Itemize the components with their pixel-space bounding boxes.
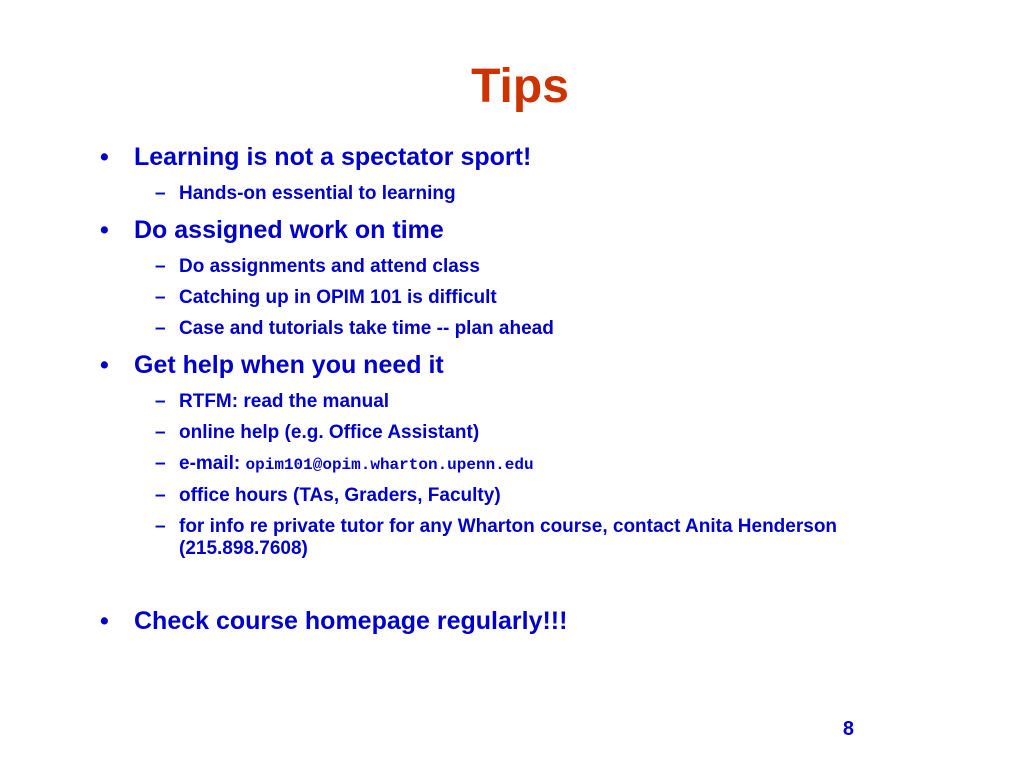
bullet-item — [100, 140, 960, 174]
sub-bullet-item — [100, 183, 960, 205]
bullet-text: Do assigned work on time — [134, 216, 444, 244]
bullet-item — [100, 348, 960, 382]
page-number: 8 — [842, 718, 854, 740]
dash-icon: – — [155, 287, 166, 308]
bullet-group-2 — [100, 213, 960, 340]
sub-bullet-text: office hours (TAs, Graders, Faculty) — [179, 485, 501, 506]
dash-icon: – — [155, 453, 166, 474]
dash-icon: – — [155, 422, 166, 443]
sub-bullet-text: RTFM: read the manual — [179, 391, 390, 412]
sub-bullet-text: for info re private tutor for any Wharton course, contact Anita Henderson (215.898.7608) — [179, 516, 838, 559]
bullet-text: Check course homepage regularly!!! — [134, 607, 568, 635]
sub-bullet-item — [100, 318, 960, 340]
bullet-group-1 — [100, 140, 960, 205]
sub-bullet-item — [100, 287, 960, 309]
dash-icon: – — [155, 256, 166, 277]
sub-bullet-text: online help (e.g. Office Assistant) — [179, 422, 480, 443]
sub-bullet-text: Do assignments and attend class — [179, 256, 480, 277]
spacer — [100, 568, 960, 602]
bullet-icon: • — [100, 351, 109, 379]
slide-title: Tips — [471, 60, 569, 113]
bullet-icon: • — [100, 607, 109, 635]
bullet-icon: • — [100, 216, 109, 244]
sub-bullet-text: e-mail: — [179, 453, 246, 474]
sub-bullet-item — [100, 516, 960, 560]
dash-icon: – — [155, 318, 166, 339]
bullet-group-4 — [100, 604, 960, 638]
dash-icon: – — [155, 485, 166, 506]
bullet-text: Get help when you need it — [134, 351, 444, 379]
dash-icon: – — [155, 391, 166, 412]
email-address[interactable]: opim101@opim.wharton.upenn.edu — [245, 456, 534, 474]
sub-bullet-item — [100, 485, 960, 507]
bullet-item — [100, 213, 960, 247]
bullet-text: Learning is not a spectator sport! — [134, 143, 532, 171]
sub-bullet-item — [100, 256, 960, 278]
sub-bullet-item — [100, 422, 960, 444]
bullet-icon: • — [100, 143, 109, 171]
sub-bullet-item — [100, 453, 960, 476]
sub-bullet-text: Hands-on essential to learning — [179, 183, 456, 204]
bullet-item — [100, 604, 960, 638]
dash-icon: – — [155, 183, 166, 204]
sub-bullet-item — [100, 391, 960, 413]
slide-content — [100, 138, 960, 646]
sub-bullet-text: Catching up in OPIM 101 is difficult — [179, 287, 497, 308]
sub-bullet-text: Case and tutorials take time -- plan ahead — [179, 318, 554, 339]
bullet-group-3 — [100, 348, 960, 560]
dash-icon: – — [155, 516, 166, 537]
